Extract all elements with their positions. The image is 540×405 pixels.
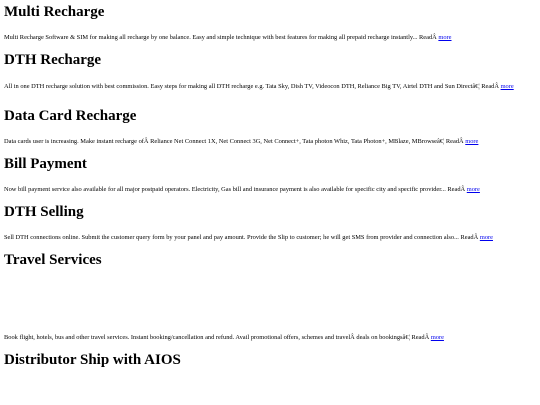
read-more-link[interactable]: more <box>466 186 480 193</box>
read-more-link[interactable]: more <box>500 83 514 90</box>
section-dth-selling <box>4 203 534 241</box>
section-description-text: Book flight, hotels, bus and other travel services. Instant booking/cancellation and refund. Avail promotional offers, schemes and travelÂ deals on bookingsâ€¦ ReadÂ <box>4 334 431 341</box>
section-description-text: Now bill payment service also available for all major postpaid operators. Electricity, Gas bill and insurance payment is also available for specific city and specific provider... ReadÂ <box>4 186 467 193</box>
section-description-text: Multi Recharge Software & SIM for making all recharge by one balance. Easy and simple technique with best features for making all prepaid recharge instantly... ReadÂ <box>4 34 439 41</box>
section-description <box>4 186 534 194</box>
section-description <box>4 83 534 91</box>
section-heading: Distributor Ship with AIOS <box>4 352 181 368</box>
section-description-text: Data cards user is increasing. Make instant recharge ofÂ Reliance Net Connect 1X, Net Connect 3G, Net Connect+, Tata photon Whiz, Tata Photon+, MBlaze, MBrowseâ€¦ ReadÂ <box>4 138 466 145</box>
section-description <box>4 138 534 146</box>
section-heading: DTH Recharge <box>4 52 102 68</box>
read-more-link[interactable]: more <box>438 34 452 41</box>
section-dth-recharge <box>4 51 534 90</box>
section-bill-payment <box>4 155 534 193</box>
read-more-link[interactable]: more <box>479 234 493 241</box>
section-data-card-recharge <box>4 107 534 145</box>
section-description-text: Sell DTH connections online. Submit the customer query form by your panel and pay amount. Provide the Slip to customer; he will get SMS from provider and connection also... ReadÂ <box>4 234 480 241</box>
section-description <box>4 234 534 242</box>
section-heading: Travel Services <box>4 252 102 268</box>
section-description <box>4 334 534 342</box>
section-heading: Data Card Recharge <box>4 108 137 124</box>
section-description-text: All in one DTH recharge solution with best commission. Easy steps for making all DTH recharge e.g. Tata Sky, Dish TV, Videocon DTH, Reliance Big TV, Airtel DTH and Sun Directâ€¦ ReadÂ <box>4 83 501 90</box>
section-distributor-ship <box>4 351 534 369</box>
section-heading: Bill Payment <box>4 156 87 172</box>
read-more-link[interactable]: more <box>430 334 444 341</box>
section-travel-services <box>4 251 534 341</box>
section-description <box>4 34 534 42</box>
read-more-link[interactable]: more <box>465 138 479 145</box>
section-multi-recharge <box>4 3 534 41</box>
section-heading: Multi Recharge <box>4 4 105 20</box>
section-heading: DTH Selling <box>4 204 84 220</box>
